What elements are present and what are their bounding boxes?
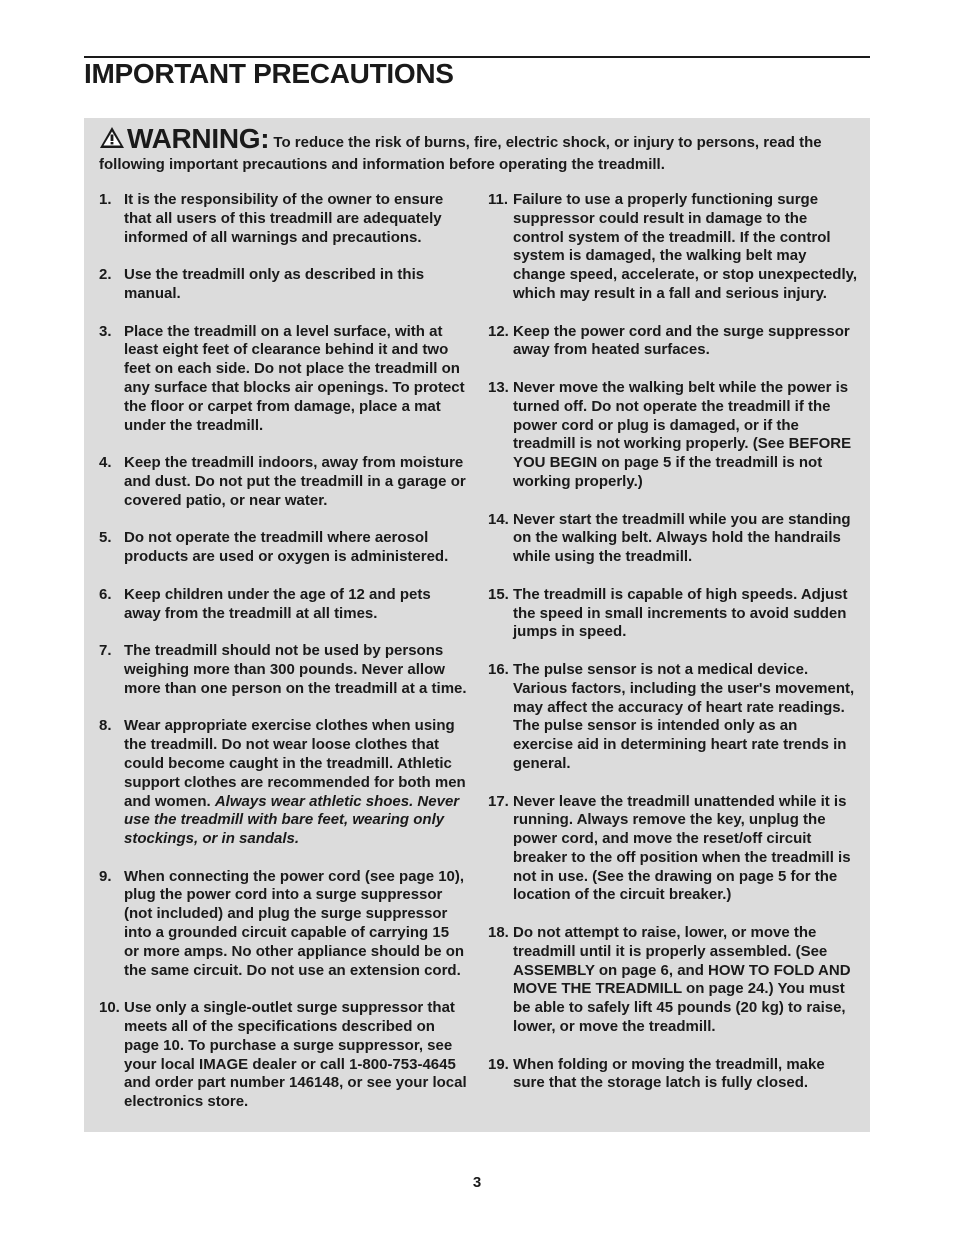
item-number: 18. (488, 924, 509, 942)
item-text: Keep children under the age of 12 and pets away from the treadmill at all times. (124, 585, 431, 622)
item-number: 4. (99, 454, 112, 472)
item-emphasis: Always wear athletic shoes. Never use the treadmill with bare feet, wearing only stockings, or in sandals. (124, 792, 460, 848)
item-number: 3. (99, 322, 112, 340)
list-item (99, 642, 467, 698)
item-number: 5. (99, 529, 112, 547)
item-number: 17. (488, 792, 509, 810)
item-number: 11. (488, 191, 509, 208)
list-item (99, 999, 467, 1112)
item-body: Wear appropriate exercise clothes when using the treadmill. Do not wear loose clothes that could become caught in the treadmill. Athletic support clothes are recommended for both men and women. (124, 717, 466, 810)
precautions-left-column (99, 191, 467, 1131)
item-text: The pulse sensor is not a medical device. Various factors, including the user's movement, may affect the accuracy of heart rate readings. The pulse sensor is intended only as an exercise aid in determining heart rate trends in general. (513, 660, 855, 772)
item-text: It is the responsibility of the owner to ensure that all users of this treadmill are adequately informed of all warnings and precautions. (124, 191, 444, 246)
item-number: 1. (99, 191, 112, 208)
item-text: When folding or moving the treadmill, make sure that the storage latch is fully closed. (513, 1055, 825, 1092)
warning-intro (99, 123, 859, 175)
warning-intro-text: To reduce the risk of burns, fire, electric shock, or injury to persons, read the following important precautions and information before operating the treadmill. (99, 134, 822, 173)
item-number: 15. (488, 585, 509, 603)
list-item (99, 868, 467, 981)
page-number: 3 (472, 1174, 482, 1191)
item-number: 6. (99, 585, 112, 603)
list-item (488, 379, 858, 492)
list-item (99, 266, 467, 304)
list-item (488, 586, 858, 642)
item-number: 12. (488, 322, 509, 340)
warning-box (84, 118, 870, 1132)
list-item (488, 1056, 858, 1094)
precautions-right-column (488, 191, 858, 1112)
item-text: Keep the power cord and the surge suppressor away from heated surfaces. (513, 322, 850, 359)
item-text: Never leave the treadmill unattended while it is running. Always remove the key, unplug the power cord, and move the reset/off circuit breaker to the off position when the treadmill is not in use. (See the drawing on page 5 for the location of the circuit breaker.) (513, 792, 851, 904)
list-item (99, 191, 467, 247)
item-text: The treadmill is capable of high speeds. Adjust the speed in small increments to avoid sudden jumps in speed. (513, 585, 848, 641)
item-text: Do not operate the treadmill where aerosol products are used or oxygen is administered. (124, 529, 449, 566)
item-text: Place the treadmill on a level surface, with at least eight feet of clearance behind it and two feet on each side. Do not place the treadmill on any surface that blocks air openings. To protect the floor or carpet from damage, place a mat under the treadmill. (124, 322, 465, 434)
item-text: When connecting the power cord (see page 10), plug the power cord into a surge suppressor (not included) and plug the surge suppressor into a grounded circuit capable of carrying 15 or more amps. No other appliance should be on the same circuit. Do not use an extension cord. (124, 867, 465, 979)
item-text: The treadmill should not be used by persons weighing more than 300 pounds. Never allow more than one person on the treadmill at a time. (124, 642, 467, 697)
list-item (99, 454, 467, 510)
item-number: 8. (99, 717, 112, 735)
list-item (488, 323, 858, 361)
list-item (99, 323, 467, 436)
item-number: 13. (488, 378, 509, 396)
item-text: Keep the treadmill indoors, away from moisture and dust. Do not put the treadmill in a garage or covered patio, or near water. (124, 454, 466, 509)
item-number: 9. (99, 867, 112, 885)
item-text: Never move the walking belt while the power is turned off. Do not operate the treadmill if the power cord or plug is damaged, or if the treadmill is not working properly. (See BEFORE YOU BEGIN on page 5 if the treadmill is not working properly.) (513, 378, 852, 490)
list-item (99, 586, 467, 624)
item-text (124, 717, 467, 849)
list-item (488, 661, 858, 774)
list-item (99, 529, 467, 567)
page-title: IMPORTANT PRECAUTIONS (84, 58, 454, 89)
item-text: Do not attempt to raise, lower, or move the treadmill until it is properly assembled. (See ASSEMBLY on page 6, and HOW TO FOLD AND MOVE THE TREADMILL on page 24.) You must be able to safely lift 45 pounds (20 kg) to raise, lower, or move the treadmill. (513, 924, 851, 1036)
item-text: Use only a single-outlet surge suppressor that meets all of the specifications described on page 10. To purchase a surge suppressor, see your local IMAGE dealer or call 1-800-753-4645 and order part number 146148, or see your local electronics store. (124, 999, 467, 1111)
item-number: 14. (488, 510, 509, 528)
list-item (488, 511, 858, 567)
warning-triangle-icon (99, 126, 125, 155)
item-number: 10. (99, 999, 120, 1017)
list-item (99, 717, 467, 849)
item-text: Never start the treadmill while you are standing on the walking belt. Always hold the handrails while using the treadmill. (513, 510, 851, 566)
item-text: Failure to use a properly functioning surge suppressor could result in damage to the control system of the treadmill. If the control system is damaged, the walking belt may change speed, accelerate, or stop unexpectedly, which may result in a fall and serious injury. (513, 191, 858, 302)
item-number: 16. (488, 660, 509, 678)
list-item (488, 793, 858, 906)
item-number: 19. (488, 1055, 509, 1073)
list-item (488, 924, 858, 1037)
item-number: 7. (99, 642, 112, 660)
warning-label: WARNING: (127, 123, 270, 154)
list-item (488, 191, 858, 304)
item-text: Use the treadmill only as described in this manual. (124, 266, 425, 302)
item-number: 2. (99, 266, 112, 284)
